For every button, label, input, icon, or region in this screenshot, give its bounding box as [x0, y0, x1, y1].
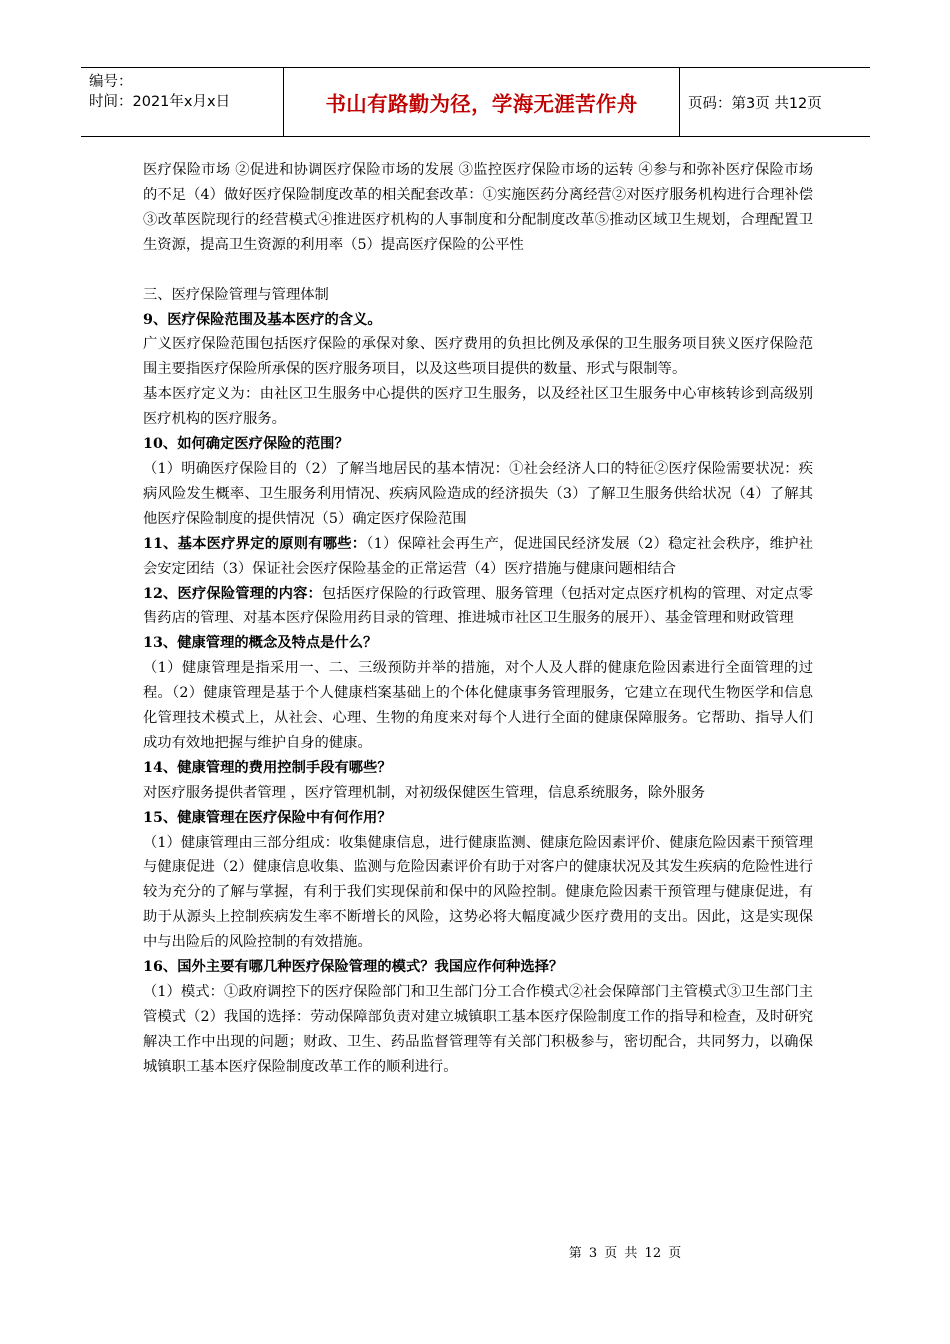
answer-12: 包括医疗保险的行政管理、服务管理（包括对定点医疗机构的管理、对定点零售药店的管理、对基本医疗保险用药目录的管理、推进城市社区卫生服务的展开）、基金管理和财政管理 — [143, 585, 813, 627]
header-motto: 书山有路勤为径，学海无涯苦作舟 — [284, 68, 680, 136]
continuation-paragraph: 医疗保险市场 ②促进和协调医疗保险市场的发展 ③监控医疗保险市场的运转 ④参与和弥补医疗保险市场的不足（4）做好医疗保险制度改革的相关配套改革：①实施医药分离经营②对医疗服务机构进行合理补偿③改革医院现行的经营模式④推进医疗机构的人事制度和分配制度改革⑤推动区域卫生规划，合理配置卫生资源，提高卫生资源的利用率（5）提高医疗保险的公平性 — [143, 162, 813, 253]
answer-11: （1）保障社会再生产，促进国民经济发展（2）稳定社会秩序，维护社会安定团结（3）保证社会医疗保险基金的正常运营（4）医疗措施与健康问题相结合 — [143, 535, 813, 577]
question-12: 12、医疗保险管理的内容： — [143, 585, 322, 602]
page-header — [81, 67, 870, 137]
header-page-label: 页码：第3页 共12页 — [688, 95, 822, 112]
question-10: 10、如何确定医疗保险的范围？ — [143, 436, 349, 453]
answer-13: （1）健康管理是指采用一、二、三级预防并举的措施，对个人及人群的健康危险因素进行全面管理的过程。（2）健康管理是基于个人健康档案基础上的个体化健康事务管理服务，它建立在现代生物医学和信息化管理技术模式上，从社会、心理、生物的角度来对每个人进行全面的健康保障服务。它帮助、指导人们成功有效地把握与维护自身的健康。 — [143, 660, 813, 751]
question-answer-11 — [143, 532, 813, 582]
answer-15: （1）健康管理由三部分组成：收集健康信息，进行健康监测、健康危险因素评价、健康危险因素干预管理与健康促进（2）健康信息收集、监测与危险因素评价有助于对客户的健康状况及其发生疾病的危险性进行较为充分的了解与掌握，有利于我们实现保前和保中的风险控制。健康危险因素干预管理与健康促进，有助于从源头上控制疾病发生率不断增长的风险，这势必将大幅度减少医疗费用的支出。因此，这是实现保中与出险后的风险控制的有效措施。 — [143, 834, 813, 951]
question-15: 15、健康管理在医疗保险中有何作用？ — [143, 809, 392, 826]
answer-9-part-1: 广义医疗保险范围包括医疗保险的承保对象、医疗费用的负担比例及承保的卫生服务项目狭义医疗保险范围主要指医疗保险所承保的医疗服务项目，以及这些项目提供的数量、形式与限制等。 — [143, 336, 813, 378]
section-spacer — [143, 258, 813, 283]
document-number-label: 编号： — [89, 74, 133, 90]
question-11: 11、基本医疗界定的原则有哪些： — [143, 535, 367, 552]
document-time-label: 时间：2021年x月x日 — [89, 94, 231, 110]
question-13: 13、健康管理的概念及特点是什么？ — [143, 635, 378, 652]
question-9: 9、医疗保险范围及基本医疗的含义。 — [143, 311, 382, 328]
answer-16: （1）模式：①政府调控下的医疗保险部门和卫生部门分工合作模式②社会保障部门主管模式③卫生部门主管模式（2）我国的选择：劳动保障部负责对建立城镇职工基本医疗保险制度工作的指导和检查，及时研究解决工作中出现的问题；财政、卫生、药品监督管理等有关部门积极参与，密切配合，共同努力，以确保城镇职工基本医疗保险制度改革工作的顺利进行。 — [143, 984, 813, 1075]
answer-10: （1）明确医疗保险目的（2）了解当地居民的基本情况：①社会经济人口的特征②医疗保险需要状况：疾病风险发生概率、卫生服务利用情况、疾病风险造成的经济损失（3）了解卫生服务供给状况（4）了解其他医疗保险制度的提供情况（5）确定医疗保险范围 — [143, 460, 813, 527]
page-footer: 第 3 页 共 12 页 — [568, 1246, 682, 1261]
header-meta — [81, 68, 284, 136]
question-answer-12 — [143, 582, 813, 632]
question-14: 14、健康管理的费用控制手段有哪些？ — [143, 759, 392, 776]
section-heading: 三、医疗保险管理与管理体制 — [143, 286, 329, 303]
answer-14: 对医疗服务提供者管理 ，医疗管理机制，对初级保健医生管理，信息系统服务，除外服务 — [143, 784, 706, 801]
document-body — [143, 158, 813, 1080]
question-16: 16、国外主要有哪几种医疗保险管理的模式？我国应作何种选择？ — [143, 959, 564, 976]
answer-9-part-2: 基本医疗定义为：由社区卫生服务中心提供的医疗卫生服务，以及经社区卫生服务中心审核转诊到高级别医疗机构的医疗服务。 — [143, 386, 813, 428]
